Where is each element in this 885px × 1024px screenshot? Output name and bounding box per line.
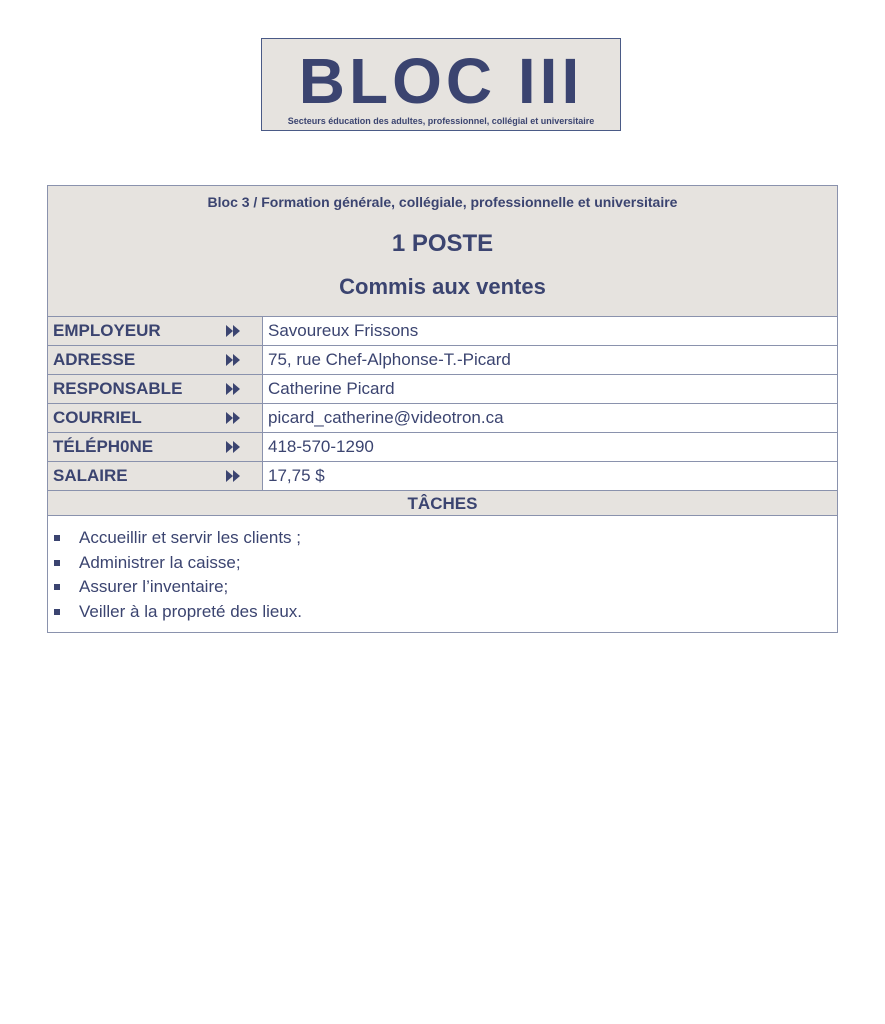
bloc-logo [261,38,621,131]
posting-header [48,186,837,317]
field-row-courriel [48,404,837,433]
fast-forward-icon [226,383,240,395]
fast-forward-icon [226,441,240,453]
field-label: SALAIRE [53,466,128,485]
field-value: Savoureux Frissons [268,321,419,340]
field-row-salaire [48,462,837,491]
list-item [48,526,837,551]
square-bullet-icon [54,609,60,615]
phone-value: 418-570-1290 [268,437,374,456]
field-value: 75, rue Chef-Alphonse-T.-Picard [268,350,511,369]
sector-line: Bloc 3 / Formation générale, collégiale, professionnelle et universitaire [207,194,678,210]
job-posting-card [47,185,838,633]
field-row-employeur [48,317,837,346]
tasks-list [48,516,837,632]
field-row-telephone [48,433,837,462]
field-label: EMPLOYEUR [53,321,161,340]
list-item [48,575,837,600]
list-item [48,551,837,576]
task-text: Assurer l’inventaire; [79,577,229,596]
task-text: Accueillir et servir les clients ; [79,528,302,547]
field-row-responsable [48,375,837,404]
salary-value: 17,75 $ [268,466,325,485]
field-value: Catherine Picard [268,379,395,398]
field-label: TÉLÉPH0NE [53,437,154,456]
square-bullet-icon [54,535,60,541]
fast-forward-icon [226,412,240,424]
field-label: RESPONSABLE [53,379,183,398]
task-text: Veiller à la propreté des lieux. [79,601,303,621]
field-label: COURRIEL [53,408,142,427]
job-title: Commis aux ventes [339,274,546,299]
list-item [48,600,837,625]
tasks-heading: TÂCHES [48,491,837,516]
square-bullet-icon [54,560,60,566]
task-text: Administrer la caisse; [79,552,241,572]
logo-subtitle: Secteurs éducation des adultes, professionnel, collégial et universitaire [287,116,595,126]
field-label: ADRESSE [53,350,136,369]
fast-forward-icon [226,354,240,366]
email-value: picard_catherine@videotron.ca [268,408,504,427]
square-bullet-icon [54,584,60,590]
fast-forward-icon [226,470,240,482]
posts-count: 1 POSTE [391,230,494,257]
logo-title: BLOC III [298,45,584,117]
field-row-adresse [48,346,837,375]
fast-forward-icon [226,325,240,337]
